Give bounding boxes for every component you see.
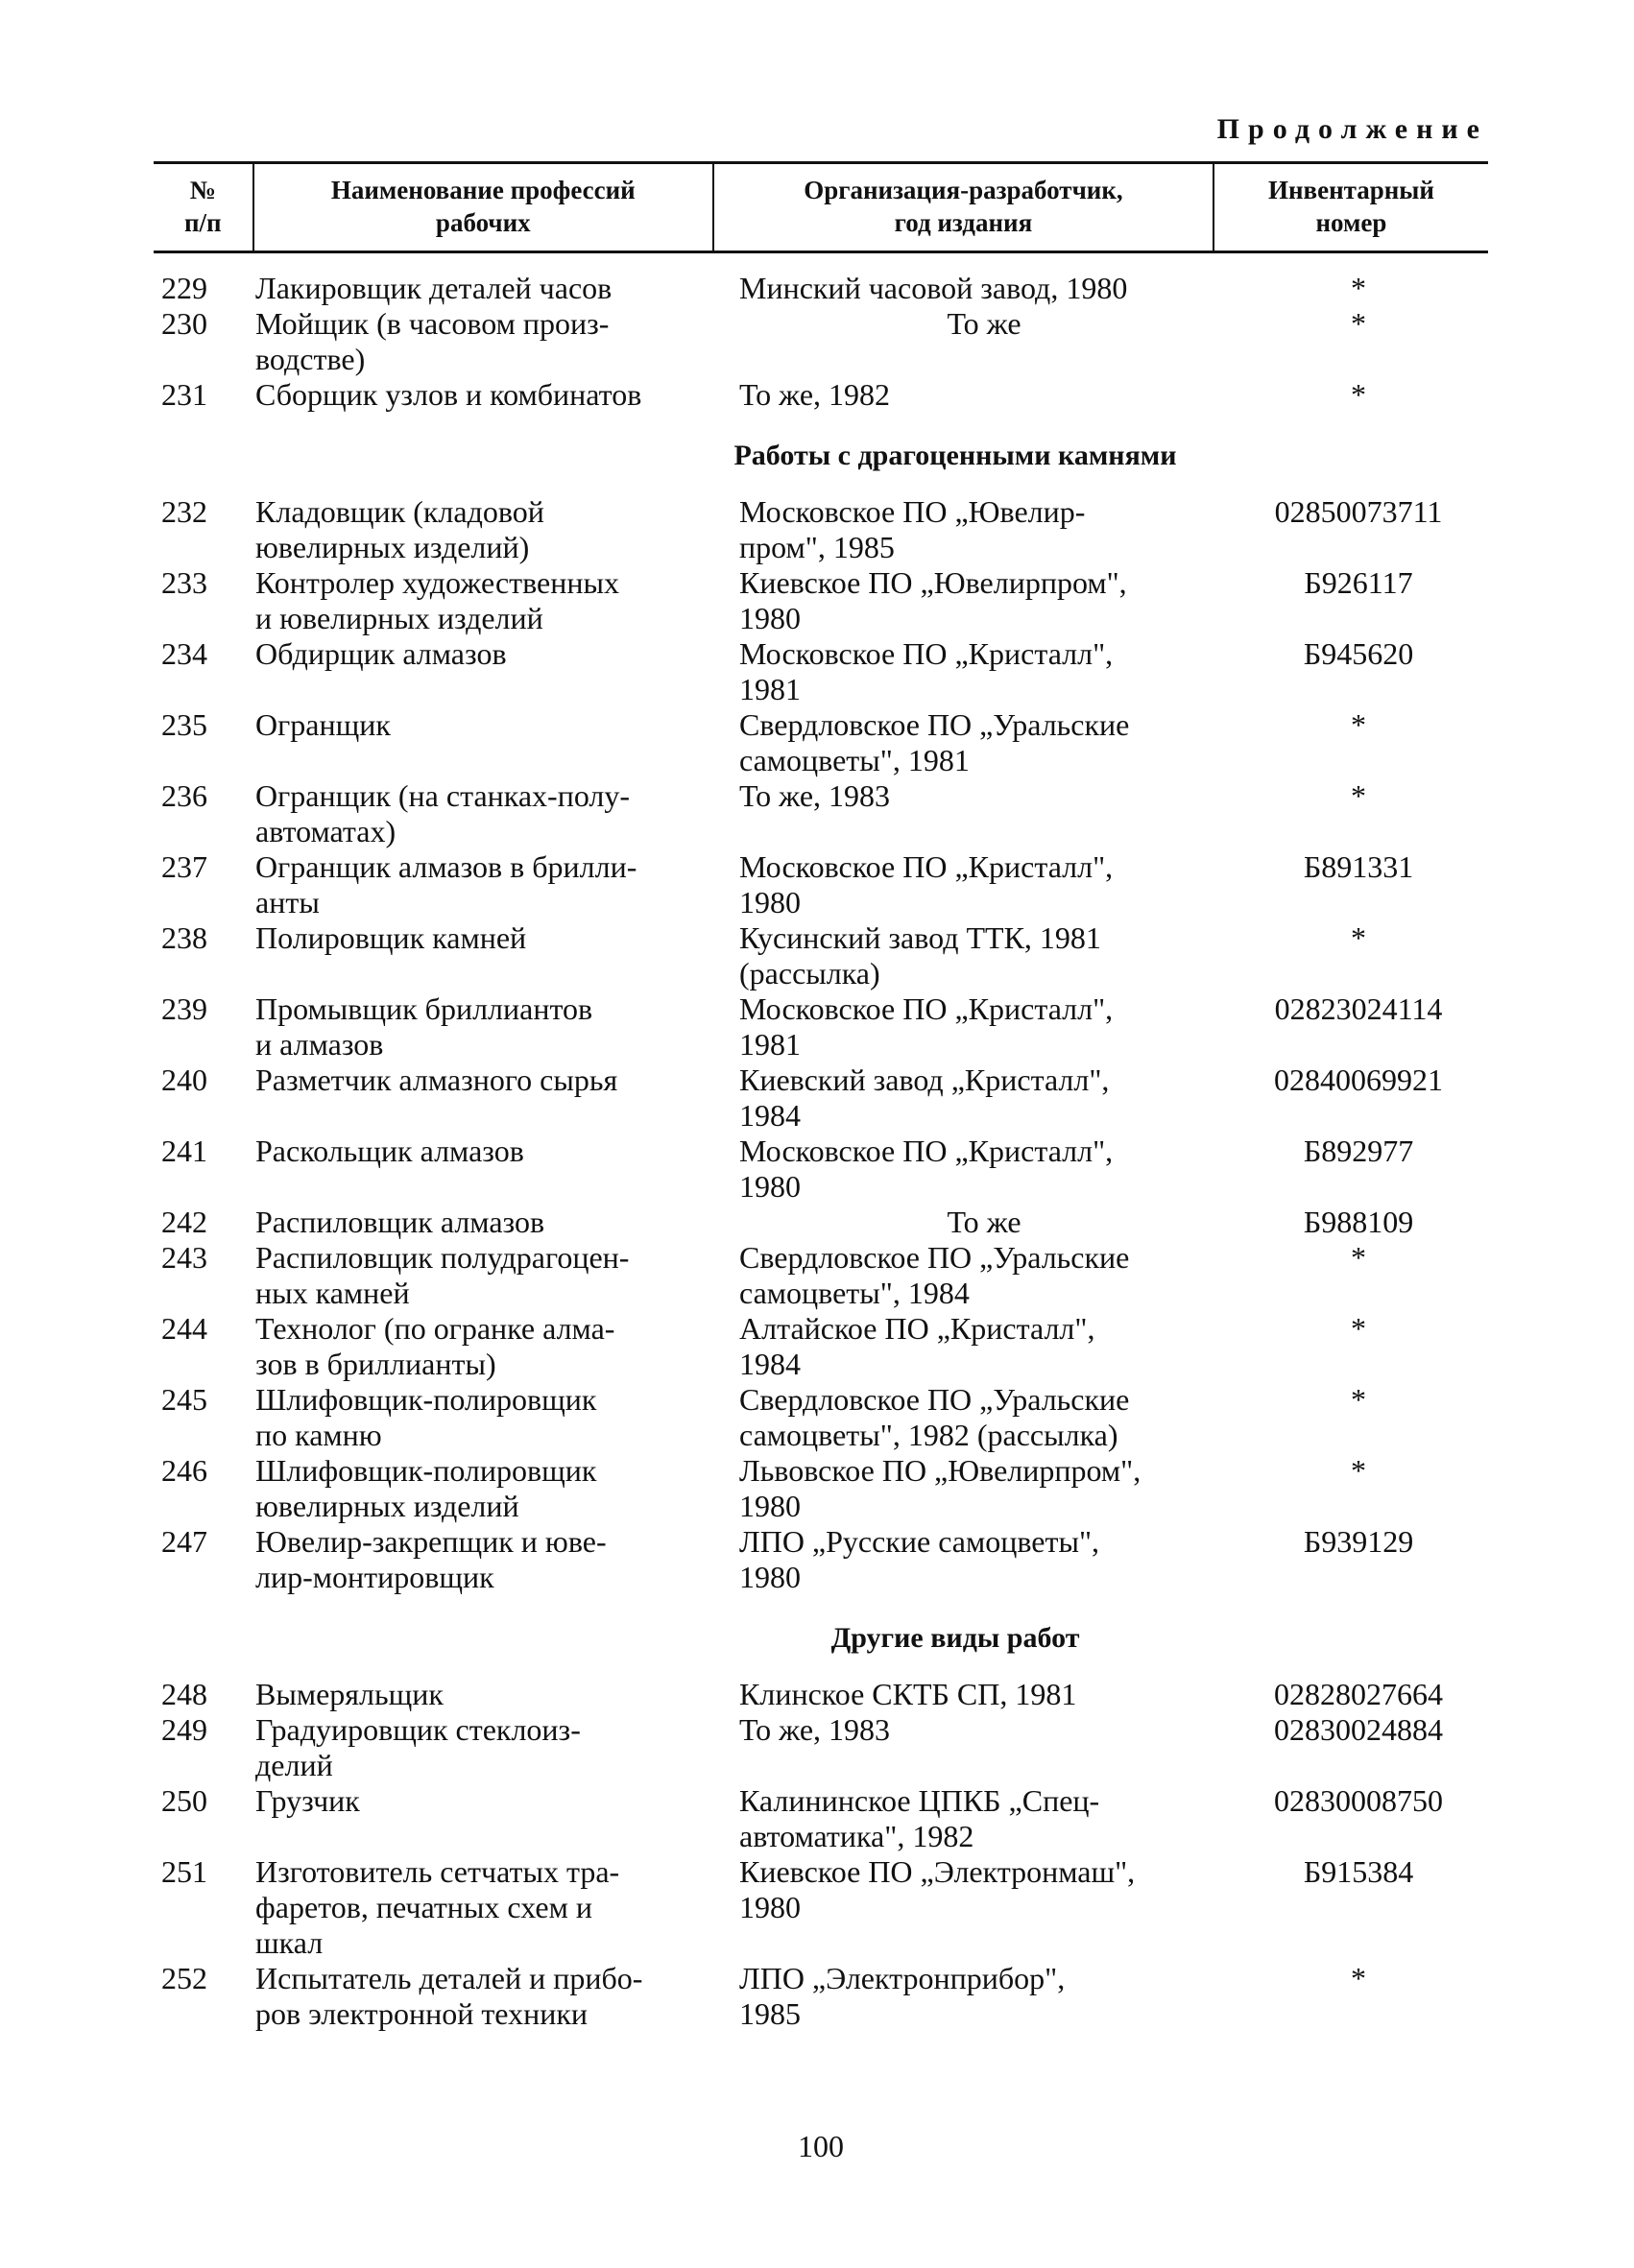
table-row <box>154 1783 1488 1854</box>
row-number: 242 <box>161 1205 207 1239</box>
organization-cell: Клинское СКТБ СП, 1981 <box>739 1677 1077 1711</box>
header-profession: Наименование профессий рабочих <box>253 163 713 252</box>
profession-cell: Вымеряльщик <box>255 1677 444 1711</box>
profession-cell: Промывщик бриллиантов и алмазов <box>255 991 593 1062</box>
continuation-label: Продолжение <box>1216 113 1488 145</box>
inventory-cell: * <box>1351 1311 1366 1346</box>
profession-cell: Огранщик <box>255 707 391 742</box>
profession-cell: Изготовитель сетчатых тра- фаретов, печатных схем и шкал <box>255 1854 620 1960</box>
organization-cell: Московское ПО „Кристалл", 1980 <box>739 1134 1114 1204</box>
table-row <box>154 1524 1488 1595</box>
organization-cell: Московское ПО „Кристалл", 1981 <box>739 991 1114 1062</box>
row-number: 244 <box>161 1311 207 1346</box>
table-row <box>154 1677 1488 1712</box>
organization-cell: То же <box>947 1205 1021 1239</box>
inventory-cell: Б926117 <box>1304 565 1413 600</box>
inventory-cell: * <box>1351 306 1366 341</box>
inventory-cell: * <box>1351 377 1366 412</box>
organization-cell: То же, 1983 <box>739 778 891 813</box>
section-title: Работы с драгоценными камнями <box>733 440 1177 471</box>
row-number: 240 <box>161 1062 207 1097</box>
profession-cell: Огранщик алмазов в брилли- анты <box>255 849 637 919</box>
organization-cell: Свердловское ПО „Уральские самоцветы", 1984 <box>739 1240 1130 1310</box>
organization-cell: То же <box>947 306 1021 341</box>
profession-cell: Обдирщик алмазов <box>255 636 507 671</box>
profession-cell: Шлифовщик-полировщик по камню <box>255 1382 597 1452</box>
profession-cell: Распиловщик алмазов <box>255 1205 545 1239</box>
organization-cell: Киевское ПО „Ювелирпром", 1980 <box>739 565 1127 635</box>
row-number: 248 <box>161 1677 207 1711</box>
table-row <box>154 849 1488 920</box>
section-title: Другие виды работ <box>830 1622 1080 1654</box>
organization-cell: Львовское ПО „Ювелирпром", 1980 <box>739 1453 1141 1523</box>
inventory-cell: Б891331 <box>1303 849 1414 884</box>
inventory-cell: * <box>1351 271 1366 305</box>
profession-cell: Разметчик алмазного сырья <box>255 1062 618 1097</box>
header-organization: Организация-разработчик, год издания <box>713 163 1213 252</box>
organization-cell: Свердловское ПО „Уральские самоцветы", 1982 (рассылка) <box>739 1382 1130 1452</box>
row-number: 231 <box>161 377 207 412</box>
table-row <box>154 306 1488 377</box>
organization-cell: То же, 1982 <box>739 377 891 412</box>
table-row <box>154 271 1488 306</box>
organization-cell: Московское ПО „Кристалл", 1980 <box>739 849 1114 919</box>
organization-cell: ЛПО „Русские самоцветы", 1980 <box>739 1524 1100 1594</box>
table-row <box>154 494 1488 565</box>
row-number: 238 <box>161 920 207 955</box>
row-number: 229 <box>161 271 207 305</box>
row-number: 232 <box>161 494 207 529</box>
table-row <box>154 377 1488 413</box>
organization-cell: ЛПО „Электронприбор", 1985 <box>739 1961 1066 2031</box>
inventory-cell: Б915384 <box>1303 1854 1414 1889</box>
table-row <box>154 1712 1488 1783</box>
inventory-cell: 02850073711 <box>1274 494 1443 529</box>
profession-cell: Полировщик камней <box>255 920 527 955</box>
table-row <box>154 1854 1488 1961</box>
table-header <box>154 161 1488 253</box>
table-row <box>154 707 1488 778</box>
table-body <box>154 271 1488 2032</box>
profession-cell: Ювелир-закрепщик и юве- лир-монтировщик <box>255 1524 607 1594</box>
profession-cell: Технолог (по огранке алма- зов в бриллианты) <box>255 1311 615 1381</box>
table-row <box>154 1134 1488 1205</box>
row-number: 250 <box>161 1783 207 1818</box>
row-number: 234 <box>161 636 207 671</box>
inventory-cell: * <box>1351 920 1366 955</box>
inventory-cell: 02823024114 <box>1274 991 1443 1026</box>
row-number: 241 <box>161 1134 207 1168</box>
profession-cell: Мойщик (в часовом произ- водстве) <box>255 306 610 376</box>
header-num: № п/п <box>184 176 222 237</box>
inventory-cell: Б939129 <box>1303 1524 1414 1559</box>
table-row <box>154 1062 1488 1134</box>
profession-cell: Раскольщик алмазов <box>255 1134 524 1168</box>
row-number: 233 <box>161 565 207 600</box>
inventory-cell: * <box>1351 1961 1366 1995</box>
profession-cell: Градуировщик стеклоиз- делий <box>255 1712 581 1782</box>
row-number: 247 <box>161 1524 207 1559</box>
inventory-cell: Б892977 <box>1303 1134 1414 1168</box>
organization-cell: Киевский завод „Кристалл", 1984 <box>739 1062 1110 1133</box>
row-number: 249 <box>161 1712 207 1747</box>
table-row <box>154 778 1488 849</box>
profession-cell: Лакировщик деталей часов <box>255 271 613 305</box>
organization-cell: Кусинский завод ТТК, 1981 (рассылка) <box>739 920 1101 991</box>
inventory-cell: * <box>1351 1240 1366 1275</box>
inventory-cell: * <box>1351 778 1366 813</box>
inventory-cell: Б945620 <box>1303 636 1414 671</box>
inventory-cell: * <box>1351 1453 1366 1488</box>
header-inventory: Инвентарный номер <box>1213 163 1488 252</box>
inventory-cell: 02840069921 <box>1274 1062 1443 1097</box>
organization-cell: Минский часовой завод, 1980 <box>739 271 1128 305</box>
table-row <box>154 920 1488 991</box>
organization-cell: Свердловское ПО „Уральские самоцветы", 1981 <box>739 707 1130 777</box>
inventory-cell: Б988109 <box>1303 1205 1414 1239</box>
organization-cell: Московское ПО „Кристалл", 1981 <box>739 636 1114 706</box>
row-number: 252 <box>161 1961 207 1995</box>
row-number: 243 <box>161 1240 207 1275</box>
organization-cell: Московское ПО „Ювелир- пром", 1985 <box>739 494 1086 564</box>
inventory-cell: 02830008750 <box>1274 1783 1443 1818</box>
table-row <box>154 1961 1488 2032</box>
profession-cell: Огранщик (на станках-полу- автоматах) <box>255 778 631 848</box>
row-number: 235 <box>161 707 207 742</box>
table-row <box>154 636 1488 707</box>
table-row <box>154 565 1488 636</box>
row-number: 251 <box>161 1854 207 1889</box>
inventory-cell: * <box>1351 1382 1366 1417</box>
profession-cell: Кладовщик (кладовой ювелирных изделий) <box>255 494 544 564</box>
table-row <box>154 1205 1488 1240</box>
table-row <box>154 991 1488 1062</box>
organization-cell: Алтайское ПО „Кристалл", 1984 <box>739 1311 1095 1381</box>
row-number: 239 <box>161 991 207 1026</box>
page-number: 100 <box>798 2129 844 2163</box>
table-row <box>154 1382 1488 1453</box>
row-number: 237 <box>161 849 207 884</box>
row-number: 246 <box>161 1453 207 1488</box>
profession-cell: Сборщик узлов и комбинатов <box>255 377 642 412</box>
table-row <box>154 1240 1488 1311</box>
profession-cell: Контролер художественных и ювелирных изделий <box>255 565 619 635</box>
table-row <box>154 1311 1488 1382</box>
profession-cell: Грузчик <box>255 1783 360 1818</box>
inventory-cell: 02828027664 <box>1274 1677 1443 1711</box>
organization-cell: Киевское ПО „Электронмаш", 1980 <box>739 1854 1136 1924</box>
profession-cell: Испытатель деталей и прибо- ров электронной техники <box>255 1961 643 2031</box>
profession-cell: Шлифовщик-полировщик ювелирных изделий <box>255 1453 597 1523</box>
row-number: 236 <box>161 778 207 813</box>
inventory-cell: * <box>1351 707 1366 742</box>
organization-cell: Калининское ЦПКБ „Спец- автоматика", 1982 <box>739 1783 1100 1853</box>
inventory-cell: 02830024884 <box>1274 1712 1443 1747</box>
row-number: 230 <box>161 306 207 341</box>
organization-cell: То же, 1983 <box>739 1712 891 1747</box>
row-number: 245 <box>161 1382 207 1417</box>
profession-cell: Распиловщик полудрагоцен- ных камней <box>255 1240 630 1310</box>
table-row <box>154 1453 1488 1524</box>
